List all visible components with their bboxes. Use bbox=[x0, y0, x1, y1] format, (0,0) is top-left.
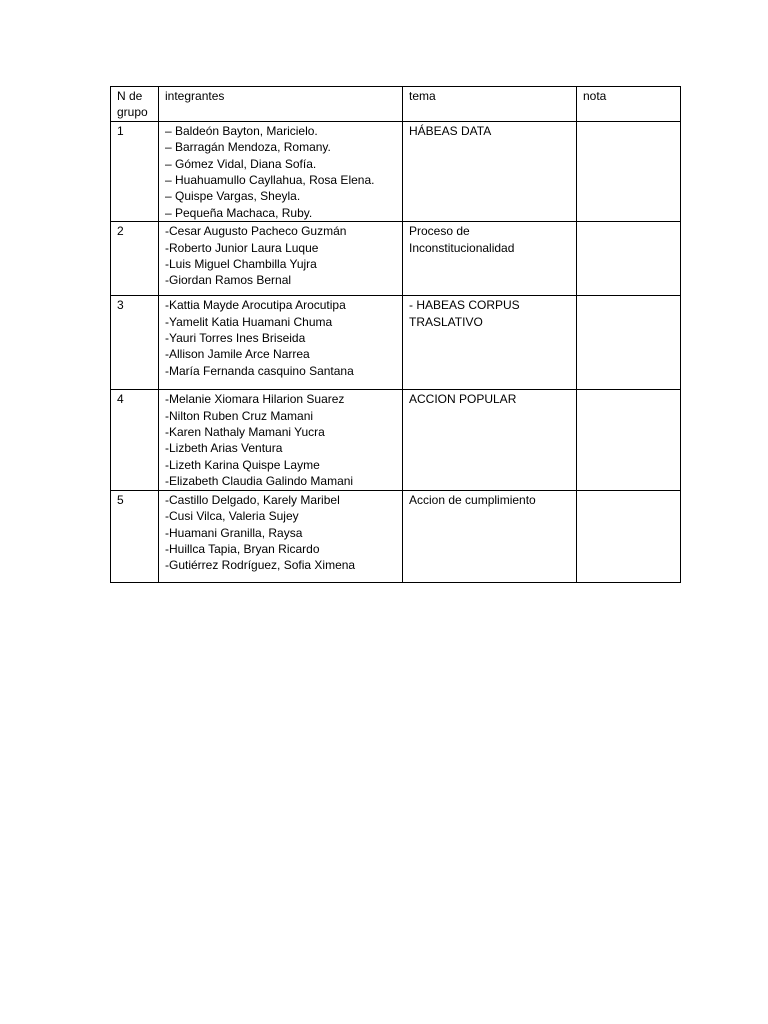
member-name: -Yauri Torres Ines Briseida bbox=[165, 331, 306, 346]
member-name: -Lizeth Karina Quispe Layme bbox=[165, 457, 320, 472]
member-name: -Gutiérrez Rodríguez, Sofia Ximena bbox=[165, 558, 356, 573]
member-name: -Kattia Mayde Arocutipa Arocutipa bbox=[165, 298, 346, 313]
table-row bbox=[111, 121, 681, 221]
member-name: -Allison Jamile Arce Narrea bbox=[165, 347, 310, 362]
member-name: -Karen Nathaly Mamani Yucra bbox=[165, 425, 325, 440]
member-name: -Castillo Delgado, Karely Maribel bbox=[165, 492, 340, 507]
member-name: -Huamani Granilla, Raysa bbox=[165, 525, 303, 540]
topic-text: ACCION POPULAR bbox=[409, 392, 517, 407]
table-row bbox=[111, 390, 681, 490]
group-number: 1 bbox=[111, 121, 159, 221]
header-members: integrantes bbox=[159, 87, 403, 122]
table-row bbox=[111, 222, 681, 296]
header-group-number: N de grupo bbox=[111, 87, 159, 122]
topic-cell bbox=[403, 296, 577, 390]
group-number: 4 bbox=[111, 390, 159, 490]
member-name: -Elizabeth Claudia Galindo Mamani bbox=[165, 474, 354, 489]
topic-text: - HABEAS CORPUS TRASLATIVO bbox=[409, 298, 520, 329]
member-name: -Huillca Tapia, Bryan Ricardo bbox=[165, 541, 320, 556]
topic-cell bbox=[403, 390, 577, 490]
table-row bbox=[111, 296, 681, 390]
member-name: -Lizbeth Arias Ventura bbox=[165, 441, 283, 456]
member-name: – Pequeña Machaca, Ruby. bbox=[165, 205, 313, 220]
member-name: – Barragán Mendoza, Romany. bbox=[165, 140, 331, 155]
group-number: 2 bbox=[111, 222, 159, 296]
topic-cell bbox=[403, 490, 577, 582]
member-name: -Melanie Xiomara Hilarion Suarez bbox=[165, 392, 345, 407]
topic-text: Accion de cumplimiento bbox=[409, 492, 536, 507]
members-cell bbox=[159, 296, 403, 390]
grade-cell bbox=[577, 296, 681, 390]
member-name: -Yamelit Katia Huamani Chuma bbox=[165, 314, 333, 329]
grade-cell bbox=[577, 390, 681, 490]
topic-text: HÁBEAS DATA bbox=[409, 123, 492, 138]
topic-cell bbox=[403, 222, 577, 296]
header-topic: tema bbox=[403, 87, 577, 122]
members-cell bbox=[159, 222, 403, 296]
groups-table bbox=[110, 86, 681, 583]
header-grade: nota bbox=[577, 87, 681, 122]
grade-cell bbox=[577, 222, 681, 296]
member-name: -Cusi Vilca, Valeria Sujey bbox=[165, 509, 299, 524]
member-name: – Huahuamullo Cayllahua, Rosa Elena. bbox=[165, 173, 375, 188]
member-name: – Baldeón Bayton, Maricielo. bbox=[165, 123, 318, 138]
members-cell bbox=[159, 390, 403, 490]
members-cell bbox=[159, 121, 403, 221]
table-row bbox=[111, 490, 681, 582]
member-name: -Nilton Ruben Cruz Mamani bbox=[165, 408, 314, 423]
group-number: 5 bbox=[111, 490, 159, 582]
members-cell bbox=[159, 490, 403, 582]
member-name: -Roberto Junior Laura Luque bbox=[165, 240, 319, 255]
group-number: 3 bbox=[111, 296, 159, 390]
member-name: – Quispe Vargas, Sheyla. bbox=[165, 189, 301, 204]
member-name: -María Fernanda casquino Santana bbox=[165, 363, 354, 378]
topic-text: Proceso de Inconstitucionalidad bbox=[409, 224, 515, 255]
member-name: -Giordan Ramos Bernal bbox=[165, 273, 292, 288]
grade-cell bbox=[577, 490, 681, 582]
member-name: -Luis Miguel Chambilla Yujra bbox=[165, 257, 317, 272]
header-row bbox=[111, 87, 681, 122]
member-name: -Cesar Augusto Pacheco Guzmán bbox=[165, 224, 347, 239]
topic-cell bbox=[403, 121, 577, 221]
grade-cell bbox=[577, 121, 681, 221]
member-name: – Gómez Vidal, Diana Sofía. bbox=[165, 156, 317, 171]
